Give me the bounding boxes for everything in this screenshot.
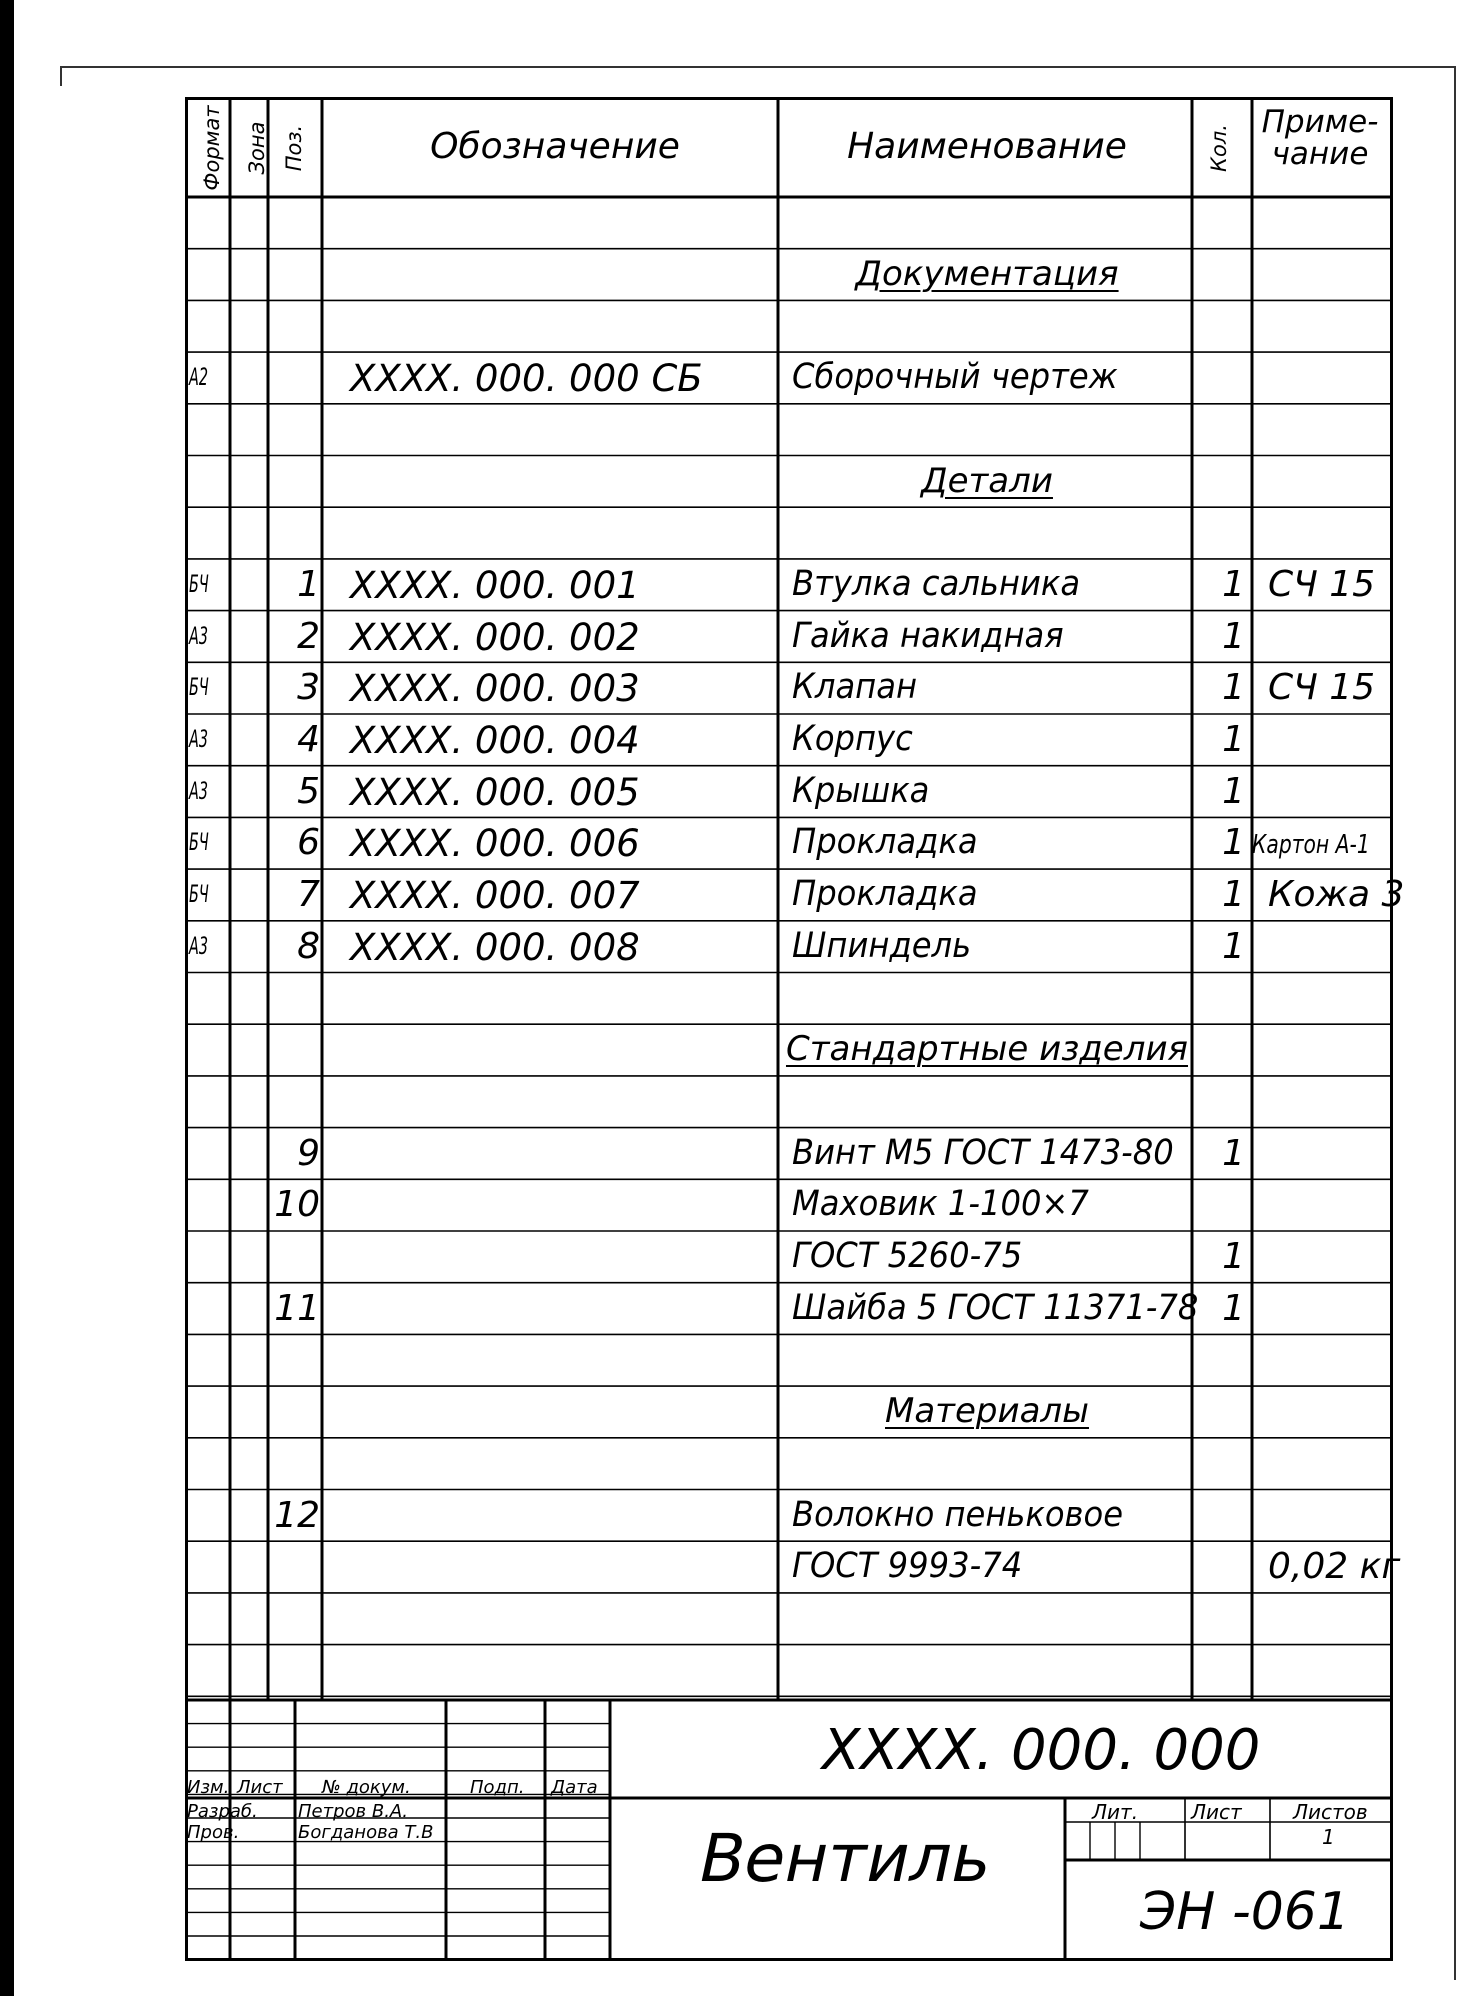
row-name: Втулка сальника — [792, 563, 1081, 604]
title-doc-number: XXXX. 000. 000 — [822, 1718, 1261, 1783]
row-name: Крышка — [792, 770, 930, 811]
row-designation: XXXX. 000. 001 — [350, 563, 640, 607]
row-designation: XXXX. 000. 008 — [350, 925, 640, 969]
row-name: Корпус — [792, 719, 913, 759]
row-quantity: 1 — [1222, 822, 1245, 864]
row-position: 1 — [297, 563, 320, 605]
row-quantity: 1 — [1222, 1236, 1245, 1277]
row-format: А3 — [189, 725, 209, 753]
label-podp: Подп. — [470, 1777, 525, 1798]
row-name: Клапан — [792, 667, 918, 708]
row-note: СЧ 15 — [1268, 667, 1376, 709]
row-note: Картон А-1 — [1252, 830, 1370, 861]
row-name: ГОСТ 5260-75 — [792, 1236, 1023, 1276]
row-name: Прокладка — [792, 874, 978, 915]
row-name: Гайка накидная — [792, 615, 1064, 656]
row-designation: XXXX. 000. 002 — [350, 615, 640, 659]
row-name: Прокладка — [792, 822, 978, 863]
row-name: Шайба 5 ГОСТ 11371-78 — [792, 1287, 1199, 1328]
row-quantity: 1 — [1222, 719, 1245, 760]
row-position: 8 — [297, 925, 320, 967]
row-position: 3 — [297, 667, 320, 709]
row-position: 12 — [274, 1494, 320, 1536]
row-quantity: 1 — [1222, 1132, 1245, 1174]
row-quantity: 1 — [1222, 563, 1245, 605]
section-heading: Документация — [855, 253, 1119, 294]
developer-name: Петров В.А. — [298, 1801, 408, 1822]
header-designation: Обозначение — [430, 126, 680, 167]
row-format: А3 — [189, 621, 209, 650]
label-izm: Изм. — [187, 1777, 230, 1798]
row-quantity: 1 — [1222, 770, 1245, 812]
row-position: 9 — [297, 1132, 320, 1174]
row-quantity: 1 — [1222, 925, 1245, 967]
row-format: БЧ — [189, 569, 209, 598]
header-note-line2: чание — [1271, 136, 1369, 172]
row-name: Маховик 1-100×7 — [792, 1184, 1089, 1225]
row-name: Винт М5 ГОСТ 1473-80 — [792, 1132, 1174, 1173]
row-format: А2 — [189, 363, 209, 392]
row-designation: XXXX. 000. 000 СБ — [350, 357, 703, 401]
row-designation: XXXX. 000. 005 — [350, 770, 640, 814]
row-quantity: 1 — [1222, 615, 1245, 657]
header-format: Формат — [200, 105, 224, 191]
label-list: Лист — [237, 1777, 283, 1798]
row-name: ГОСТ 9993-74 — [792, 1546, 1023, 1587]
row-designation: XXXX. 000. 007 — [350, 874, 640, 918]
header-qty: Кол. — [1207, 124, 1231, 172]
label-lit: Лит. — [1092, 1800, 1139, 1824]
row-quantity: 1 — [1222, 667, 1245, 709]
row-position: 6 — [297, 822, 320, 864]
label-ndokum: № докум. — [322, 1777, 411, 1798]
row-position: 2 — [297, 615, 320, 657]
header-name: Наименование — [847, 126, 1127, 167]
title-org-code: ЭН -061 — [1140, 1882, 1350, 1942]
row-designation: XXXX. 000. 006 — [350, 822, 640, 866]
row-position: 11 — [274, 1287, 320, 1329]
title-product-name: Вентиль — [691, 1820, 1000, 1897]
row-format: БЧ — [189, 673, 209, 702]
row-format: А3 — [189, 776, 209, 805]
row-quantity: 1 — [1222, 874, 1245, 916]
label-prov: Пров. — [187, 1822, 240, 1843]
row-note: СЧ 15 — [1268, 563, 1376, 605]
sheets-total-value: 1 — [1322, 1825, 1335, 1849]
row-designation: XXXX. 000. 004 — [350, 719, 640, 762]
header-note — [1250, 106, 1390, 170]
section-heading: Стандартные изделия — [785, 1029, 1189, 1070]
row-format: А3 — [189, 931, 209, 960]
header-note-line1: Приме- — [1261, 104, 1379, 140]
header-pos: Поз. — [282, 124, 306, 172]
row-position: 4 — [297, 719, 320, 760]
row-format: БЧ — [189, 828, 209, 857]
row-name: Волокно пеньковое — [792, 1494, 1124, 1535]
label-sheet: Лист — [1191, 1800, 1242, 1824]
section-heading: Детали — [921, 460, 1053, 501]
section-heading: Материалы — [885, 1391, 1089, 1432]
checker-name: Богданова Т.В — [298, 1822, 434, 1843]
label-razrab: Разраб. — [187, 1801, 258, 1822]
row-designation: XXXX. 000. 003 — [350, 667, 640, 711]
row-position: 5 — [297, 770, 320, 812]
row-name: Сборочный чертеж — [792, 357, 1118, 398]
row-quantity: 1 — [1222, 1287, 1245, 1329]
label-data: Дата — [551, 1777, 598, 1798]
row-name: Шпиндель — [792, 925, 972, 966]
row-note: Кожа 3 — [1268, 874, 1405, 916]
row-position: 10 — [274, 1184, 320, 1226]
header-zone: Зона — [245, 121, 269, 175]
row-position: 7 — [297, 874, 320, 916]
row-note: 0,02 кг — [1268, 1546, 1401, 1588]
row-format: БЧ — [189, 880, 209, 909]
label-sheets-total: Листов — [1293, 1800, 1368, 1824]
